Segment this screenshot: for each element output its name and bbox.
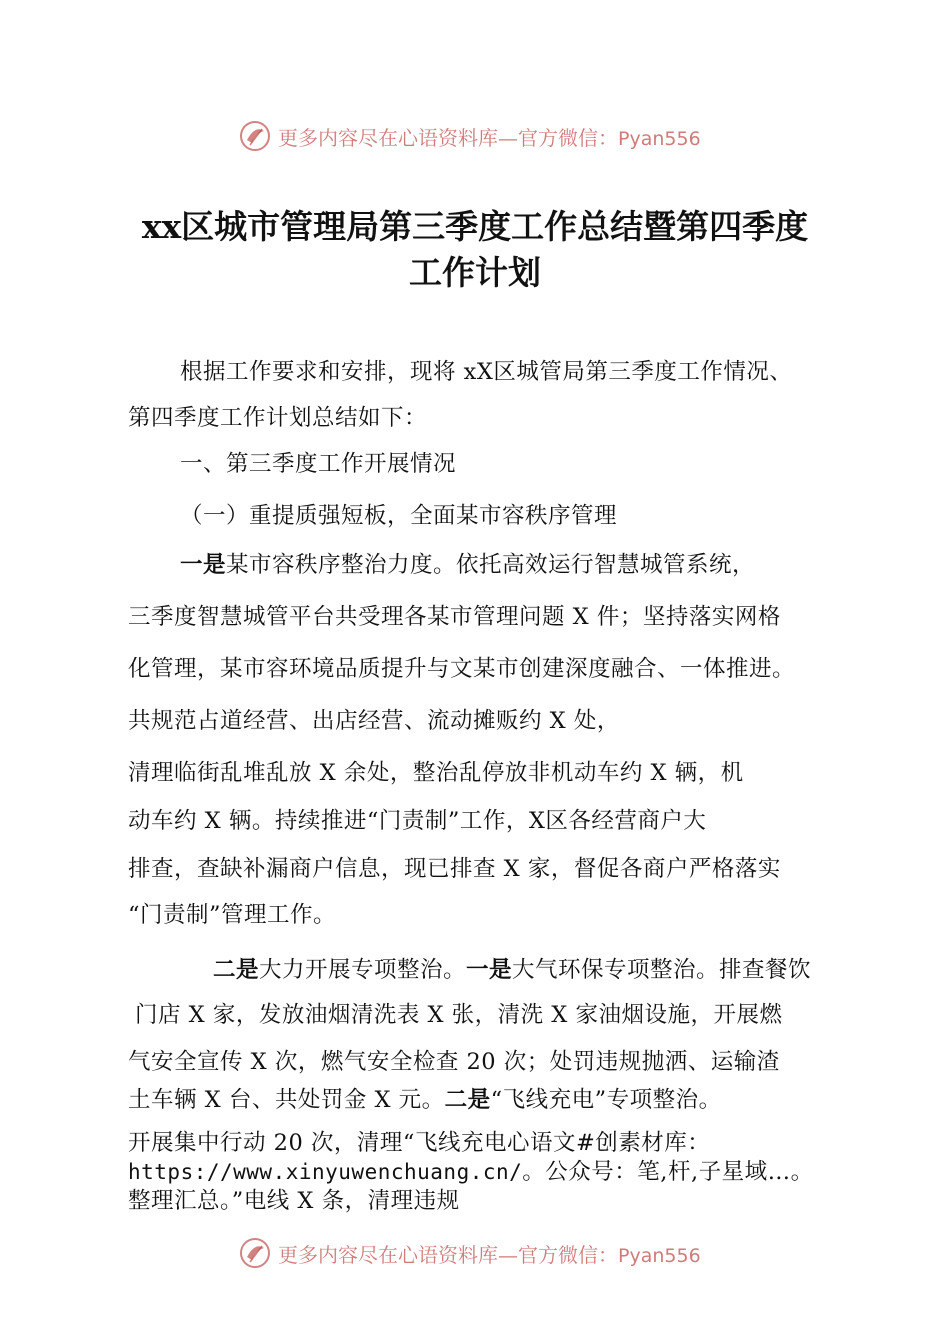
brand-logo-icon [238, 1236, 272, 1270]
paragraph-line: 第四季度工作计划总结如下： [128, 405, 428, 431]
paragraph-line: 根据工作要求和安排，现将 xX区城管局第三季度工作情况、 [180, 359, 793, 385]
watermark-text: 更多内容尽在心语资料库—官方微信：Pyan556 [278, 125, 701, 150]
paragraph-line: 动车约 X 辆。持续推进“门责制”工作，X区各经营商户大 [128, 808, 707, 834]
paragraph-line: 共规范占道经营、出店经营、流动摊贩约 X 处， [128, 708, 620, 734]
bold-label: 一是 [466, 957, 513, 983]
document-title-line2: 工作计划 [409, 253, 541, 292]
paragraph-line: 排查，查缺补漏商户信息，现已排查 X 家，督促各商户严格落实 [128, 856, 781, 882]
bold-label: 二是 [444, 1087, 491, 1113]
paragraph-line: 清理临街乱堆乱放 X 余处，整治乱停放非机动车约 X 辆，机 [128, 760, 744, 786]
paragraph-line: “门责制”管理工作。 [128, 902, 337, 928]
paragraph-line: https://www.xinyuwenchuang.cn/。公众号：笔,杆,子星域…。 [128, 1159, 814, 1185]
paragraph-line: 气安全宣传 X 次，燃气安全检查 20 次；处罚违规抛洒、运输渣 [128, 1049, 780, 1075]
paragraph-line: 一是某市容秩序整治力度。依托高效运行智慧城管系统， [180, 552, 756, 578]
watermark-banner-top [0, 116, 950, 156]
paragraph-line: 三季度智慧城管平台共受理各某市管理问题 X 件；坚持落实网格 [128, 604, 781, 630]
bold-label: 一是 [180, 552, 227, 578]
watermark-text: 更多内容尽在心语资料库—官方微信：Pyan556 [278, 1242, 701, 1267]
subsection-heading: （一）重提质强短板，全面某市容秩序管理 [180, 503, 618, 529]
brand-logo-icon [238, 119, 272, 153]
paragraph-line: 二是大力开展专项整治。一是大气环保专项整治。排查餐饮 [213, 957, 812, 983]
paragraph-line: 开展集中行动 20 次，清理“飞线充电心语文#创素材库： [128, 1130, 711, 1156]
document-title-line1: xx区城市管理局第三季度工作总结暨第四季度 [141, 207, 809, 246]
watermark-banner-bottom [0, 1233, 950, 1273]
paragraph-line: 化管理，某市容环境品质提升与文某市创建深度融合、一体推进。 [128, 656, 796, 682]
paragraph-line: 土车辆 X 台、共处罚金 X 元。二是“飞线充电”专项整治。 [128, 1087, 722, 1113]
paragraph-line: 门店 X 家，发放油烟清洗表 X 张，清洗 X 家油烟设施，开展燃 [135, 1002, 783, 1028]
paragraph-line: 整理汇总。”电线 X 条，清理违规 [128, 1188, 460, 1214]
url-text: https://www.xinyuwenchuang.cn/ [128, 1160, 523, 1184]
bold-label: 二是 [213, 957, 260, 983]
section-heading: 一、第三季度工作开展情况 [180, 451, 457, 477]
